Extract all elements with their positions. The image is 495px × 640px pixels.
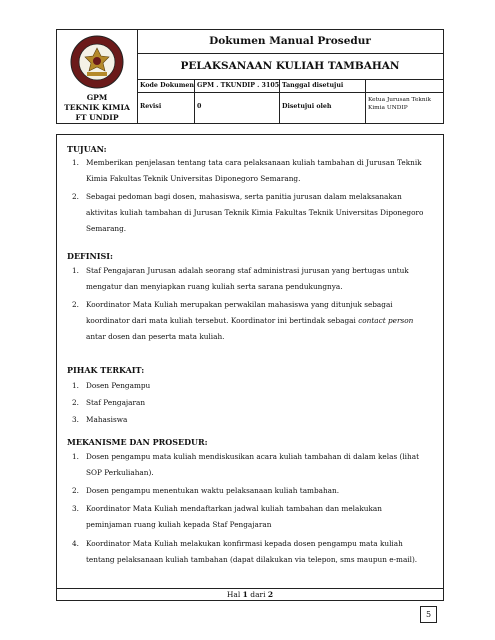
item-line: Dosen pengampu mata kuliah mendiskusikan acara kuliah tambahan di dalam kelas (lihat — [86, 452, 419, 461]
doc-meta-table — [137, 79, 443, 123]
item-line: Staf Pengajaran Jurusan adalah seorang staf administrasi jurusan yang bertugas untuk — [86, 266, 409, 275]
revisi-label: Revisi — [140, 103, 162, 110]
item-text — [86, 536, 428, 568]
footer-dari: dari — [250, 590, 266, 599]
page-footer — [56, 588, 444, 601]
list-item — [72, 155, 428, 187]
footer-hal: Hal — [226, 590, 241, 599]
page-number: 5 — [420, 606, 437, 623]
document-header — [56, 29, 444, 124]
item-number: 3. — [72, 504, 79, 513]
item-line: Semarang. — [86, 224, 127, 233]
section-heading-mekanisme: MEKANISME DAN PROSEDUR: — [67, 437, 208, 447]
item-number: 4. — [72, 539, 79, 548]
item-text — [86, 449, 428, 481]
disetujui-label: Disetujui oleh — [282, 103, 332, 110]
doc-subtitle: PELAKSANAAN KULIAH TAMBAHAN — [137, 53, 443, 80]
org-name — [57, 93, 137, 123]
item-text — [86, 263, 428, 295]
footer-page: 1 — [242, 590, 248, 599]
doc-title: Dokumen Manual Prosedur — [137, 30, 443, 54]
kode-label: Kode Dokumen — [140, 82, 194, 89]
item-number: 3. — [72, 415, 79, 424]
section-heading-definisi: DEFINISI: — [67, 251, 113, 261]
kode-value: GPM . TKUNDIP . 3105 — [197, 82, 280, 89]
item-line: SOP Perkuliahan). — [86, 468, 154, 477]
item-line: Koordinator Mata Kuliah melakukan konfirmasi kepada dosen pengampu mata kuliah — [86, 539, 403, 548]
item-text: Dosen Pengampu — [86, 381, 151, 390]
item-number: 1. — [72, 381, 79, 390]
section-heading-tujuan: TUJUAN: — [67, 144, 107, 154]
item-text — [86, 155, 428, 187]
item-number: 1. — [72, 266, 79, 275]
logo-cell — [57, 30, 138, 123]
tanggal-label: Tanggal disetujui — [282, 82, 344, 89]
procedure-content — [56, 134, 444, 589]
item-line: tentang pelaksanaan kuliah tambahan (dapat dilakukan via telepon, sms maupun e-mail). — [86, 555, 418, 564]
list-item — [72, 483, 428, 499]
university-seal-icon — [70, 35, 124, 89]
section-heading-pihak: PIHAK TERKAIT: — [67, 365, 145, 375]
item-text: Dosen pengampu menentukan waktu pelaksanaan kuliah tambahan. — [86, 486, 340, 495]
item-line: peminjaman ruang kuliah kepada Staf Pengajaran — [86, 520, 272, 529]
org-line-3: FT UNDIP — [75, 113, 119, 122]
list-item — [72, 378, 428, 394]
footer-total: 2 — [267, 590, 274, 599]
list-item — [72, 263, 428, 295]
item-text: Staf Pengajaran — [86, 398, 146, 407]
item-line: koordinator dari mata kuliah tersebut. Koordinator ini bertindak sebagai contact person — [86, 316, 414, 325]
item-text — [86, 501, 428, 533]
item-line: Koordinator Mata Kuliah merupakan perwakilan mahasiswa yang ditunjuk sebagai — [86, 300, 393, 309]
item-text: Mahasiswa — [86, 415, 128, 424]
revisi-value: 0 — [197, 103, 202, 110]
list-item — [72, 449, 428, 481]
item-number: 2. — [72, 398, 79, 407]
list-item — [72, 501, 428, 533]
org-line-1: GPM — [86, 93, 108, 102]
item-line: Koordinator Mata Kuliah mendaftarkan jadwal kuliah tambahan dan melakukan — [86, 504, 382, 513]
item-line: Sebagai pedoman bagi dosen, mahasiswa, serta panitia jurusan dalam melaksanakan — [86, 192, 402, 201]
list-item — [72, 297, 428, 345]
list-item — [72, 395, 428, 411]
disetujui-value: Ketua Jurusan Teknik Kimia UNDIP — [368, 97, 431, 111]
item-number: 1. — [72, 158, 79, 167]
item-number: 1. — [72, 452, 79, 461]
org-line-2: TEKNIK KIMIA — [64, 103, 130, 112]
item-text — [86, 297, 428, 345]
list-item — [72, 412, 428, 428]
item-number: 2. — [72, 486, 79, 495]
item-line: antar dosen dan peserta mata kuliah. — [86, 332, 225, 341]
list-item — [72, 536, 428, 568]
item-line: mengatur dan menyiapkan ruang kuliah serta sarana pendukungnya. — [86, 282, 343, 291]
item-number: 2. — [72, 300, 79, 309]
item-line: Memberikan penjelasan tentang tata cara pelaksanaan kuliah tambahan di Jurusan Teknik — [86, 158, 422, 167]
item-number: 2. — [72, 192, 79, 201]
item-line: aktivitas kuliah tambahan di Jurusan Teknik Kimia Fakultas Teknik Universitas Diponegoro — [86, 208, 424, 217]
list-item — [72, 189, 428, 237]
item-text — [86, 189, 428, 237]
item-line: Kimia Fakultas Teknik Universitas Diponegoro Semarang. — [86, 174, 301, 183]
